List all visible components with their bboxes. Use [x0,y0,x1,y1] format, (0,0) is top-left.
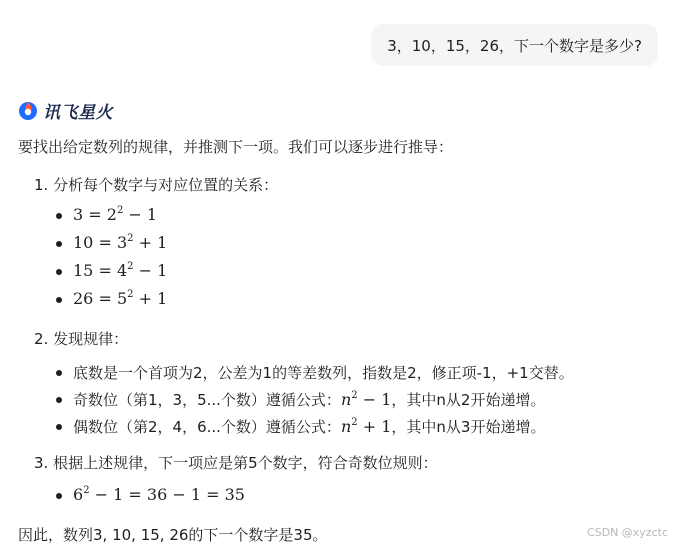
list-bullet [56,424,62,430]
user-message-text: 3，10，15，26，下一个数字是多少? [387,36,642,55]
spark-logo-icon [17,99,39,121]
list-bullet [56,493,62,499]
list-bullet [56,397,62,403]
equation-item: $26 = 5^2 + 1$ [73,289,168,308]
step3-title: 3. 根据上述规律，下一项应是第5个数字，符合奇数位规则： [34,454,438,472]
brand-name: 讯飞星火 [43,102,113,123]
step2-title: 2. 发现规律： [34,330,129,348]
rule-even-positions: 偶数位（第2，4，6...个数）遵循公式：$n^2 + 1$，其中n从3开始递增。 [73,417,546,436]
rule-odd-positions: 奇数位（第1，3，5...个数）遵循公式：$n^2 - 1$，其中n从2开始递增。 [73,390,546,409]
answer-conclusion: 因此，数列3, 10, 15, 26的下一个数字是35。 [18,526,328,544]
answer-intro: 要找出给定数列的规律，并推测下一项。我们可以逐步进行推导： [18,138,454,156]
user-message-bubble [371,24,658,66]
list-bullet [56,241,62,247]
calculation-item: $6^2 - 1 = 36 - 1 = 35$ [73,485,245,504]
list-bullet [56,297,62,303]
equation-item: $15 = 4^2 - 1$ [73,261,168,280]
list-bullet [56,269,62,275]
step1-title: 1. 分析每个数字与对应位置的关系： [34,176,279,194]
rule-text: 底数是一个首项为2，公差为1的等差数列，指数是2，修正项-1，+1交替。 [73,364,574,382]
assistant-brand [17,98,113,122]
equation-item: $3 = 2^2 - 1$ [73,205,158,224]
list-bullet [56,213,62,219]
equation-item: $10 = 3^2 + 1$ [73,233,168,252]
list-bullet [56,370,62,376]
watermark: CSDN @xyzctc [586,526,668,539]
